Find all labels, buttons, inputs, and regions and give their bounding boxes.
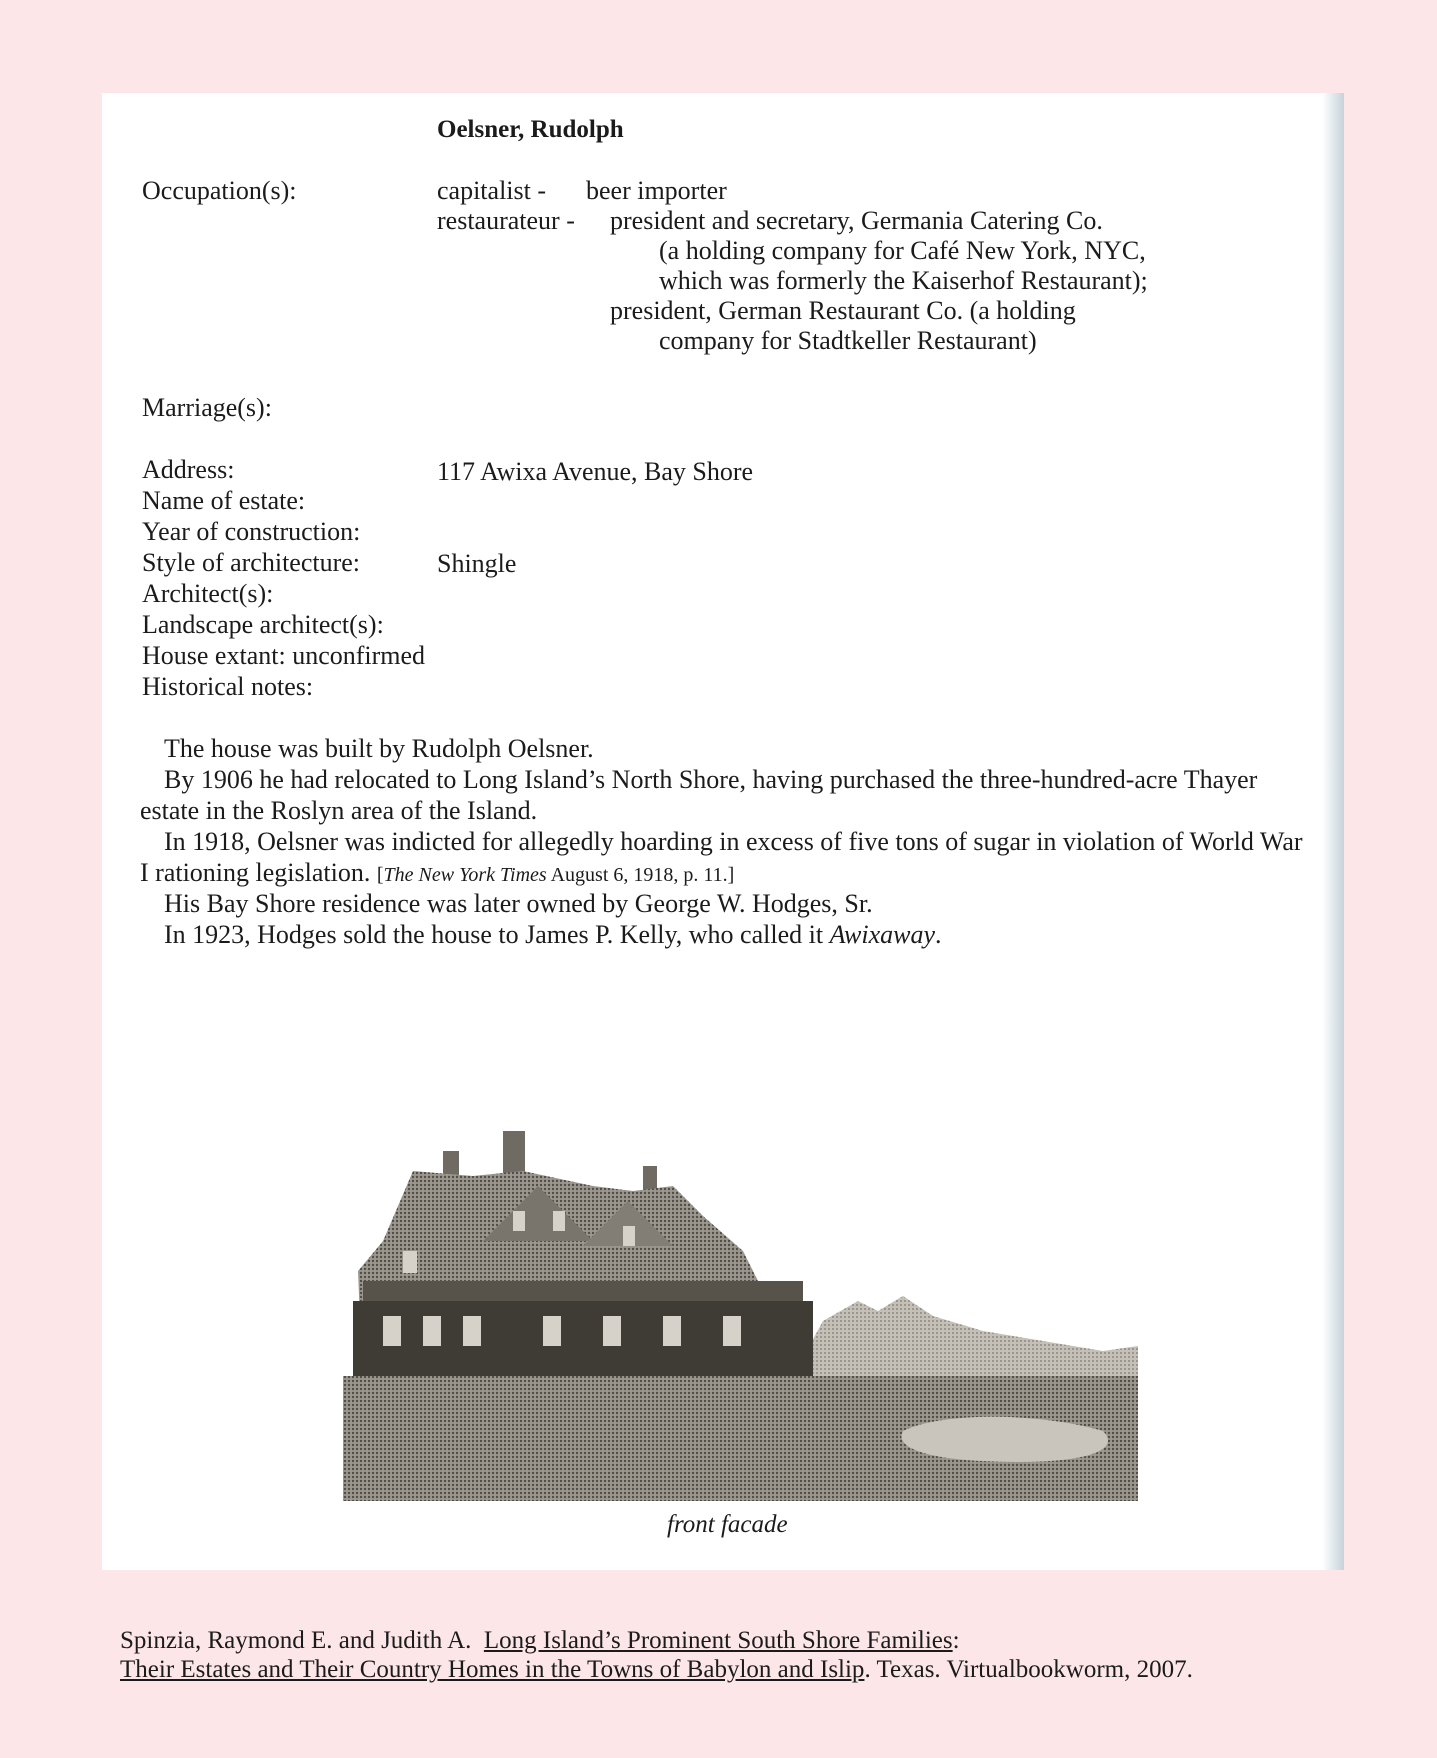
footer-authors: Spinzia, Raymond E. and Judith A. bbox=[120, 1627, 472, 1654]
house-extant-row bbox=[142, 640, 425, 671]
occupation-line: which was formerly the Kaiserhof Restaurant); bbox=[659, 266, 1148, 295]
occupation-label: Occupation(s): bbox=[142, 176, 297, 205]
note-paragraph: The house was built by Rudolph Oelsner. bbox=[164, 734, 594, 763]
note-paragraph: His Bay Shore residence was later owned by George W. Hodges, Sr. bbox=[164, 889, 873, 918]
photo-caption: front facade bbox=[667, 1511, 788, 1538]
note-paragraph bbox=[140, 826, 1310, 891]
footer-book-subtitle: Their Estates and Their Country Homes in the Towns of Babylon and Islip bbox=[120, 1656, 865, 1683]
footer-book-title: Long Island’s Prominent South Shore Families bbox=[483, 1627, 953, 1654]
occupation-category: capitalist - bbox=[437, 176, 547, 205]
footer-citation-line2 bbox=[120, 1655, 1370, 1685]
footer-publisher: . Texas. Virtualbookworm, 2007. bbox=[864, 1656, 1193, 1683]
record-name: Oelsner, Rudolph bbox=[437, 116, 624, 143]
house-extant-value: unconfirmed bbox=[292, 641, 426, 670]
footer-citation-line1: Spinzia, Raymond E. and Judith A. Long Island’s Prominent South Shore Families: bbox=[120, 1627, 960, 1654]
field-label: Year of construction: bbox=[142, 517, 361, 546]
occupation-line: president and secretary, Germania Catering Co. bbox=[610, 206, 1103, 235]
field-label: Name of estate: bbox=[142, 486, 306, 515]
page-edge-shadow bbox=[1322, 93, 1344, 1570]
occupation-line: (a holding company for Café New York, NYC, bbox=[659, 236, 1146, 265]
note-text: In 1918, Oelsner was indicted for allegedly hoarding in excess of five tons of sugar in violation of World War I rationing legislation. bbox=[140, 827, 1303, 887]
field-label: Architect(s): bbox=[142, 579, 274, 608]
occupation-line: company for Stadtkeller Restaurant) bbox=[659, 326, 1037, 355]
house-photo bbox=[343, 1131, 1138, 1501]
field-label: Address: bbox=[142, 455, 235, 484]
marriage-label: Marriage(s): bbox=[142, 393, 272, 422]
field-label: Style of architecture: bbox=[142, 548, 361, 577]
occupation-line: president, German Restaurant Co. (a holding bbox=[610, 296, 1076, 325]
address-value: 117 Awixa Avenue, Bay Shore bbox=[437, 457, 754, 486]
document-page bbox=[102, 93, 1344, 1570]
citation-title: The New York Times bbox=[383, 864, 547, 886]
note-paragraph: In 1923, Hodges sold the house to James P. Kelly, who called it Awixaway. bbox=[164, 920, 942, 949]
field-label: Landscape architect(s): bbox=[142, 610, 384, 639]
style-value: Shingle bbox=[437, 549, 517, 578]
field-label: House extant: bbox=[142, 641, 286, 670]
occupation-line: beer importer bbox=[586, 176, 727, 205]
estate-name: Awixaway bbox=[829, 920, 936, 949]
note-paragraph: By 1906 he had relocated to Long Island’s North Shore, having purchased the three-hundred-acre Thayer estate in the Roslyn area of the Island. bbox=[140, 765, 1258, 825]
field-label: Historical notes: bbox=[142, 672, 314, 701]
occupation-category: restaurateur - bbox=[437, 206, 575, 235]
citation: [The New York Times August 6, 1918, p. 11.] bbox=[376, 864, 735, 886]
